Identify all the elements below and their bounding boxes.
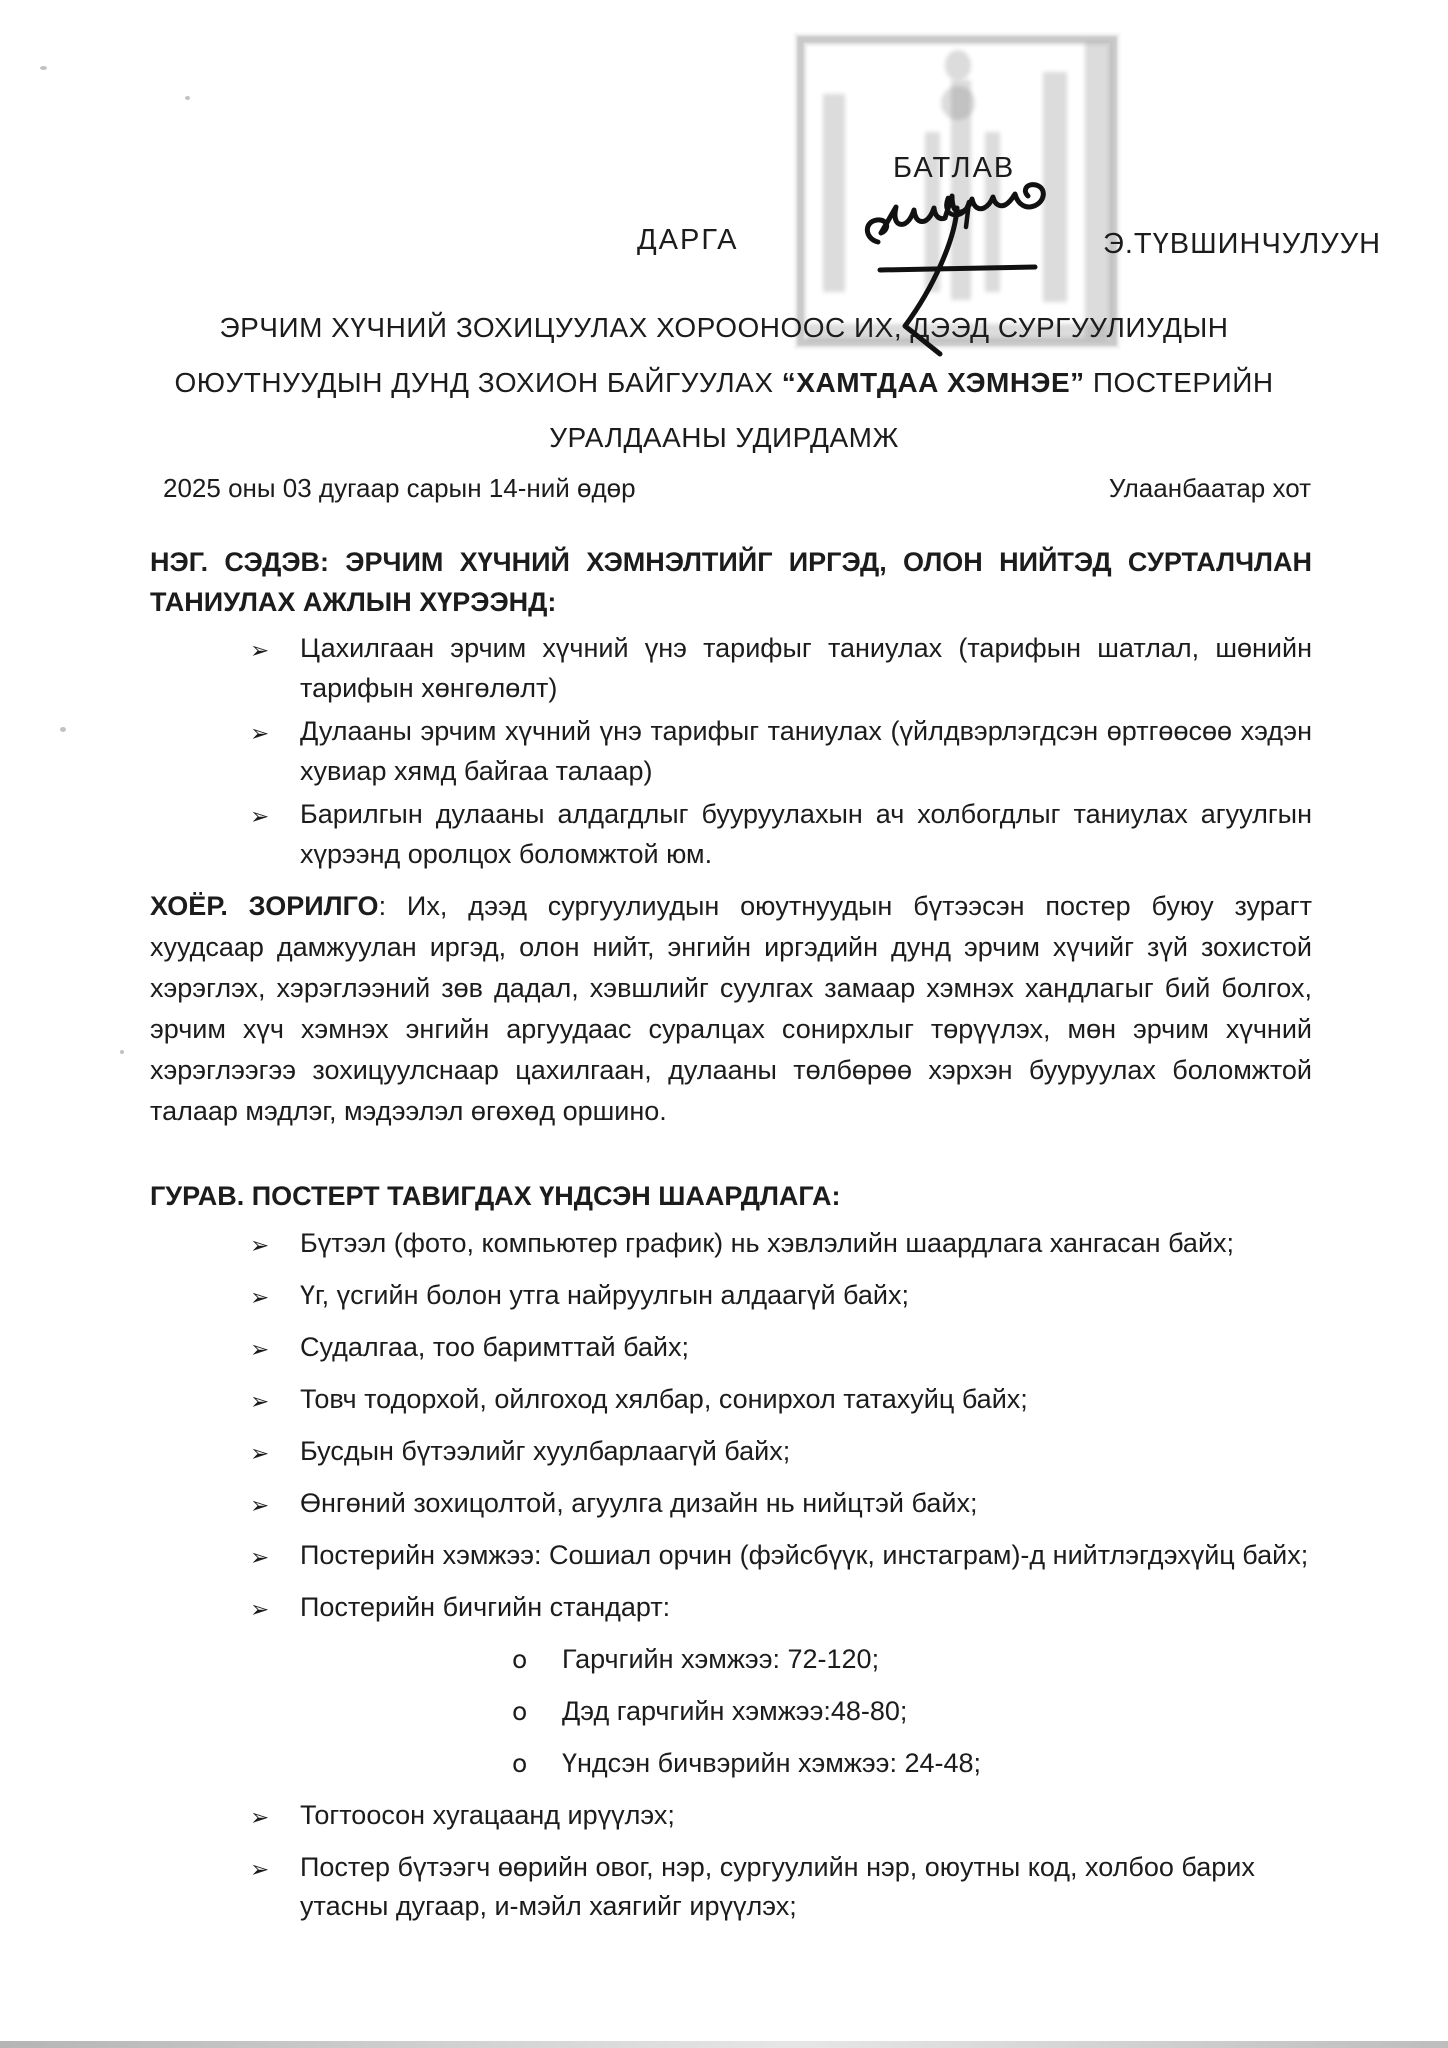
list-item-text: Бусдын бүтээлийг хуулбарлаагүй байх; <box>300 1436 791 1466</box>
document-title <box>120 300 1328 465</box>
arrow-bullet-icon: ➢ <box>250 638 270 664</box>
approve-label: БАТЛАВ <box>893 152 1016 184</box>
director-label: ДАРГА <box>637 224 739 256</box>
arrow-bullet-icon: ➢ <box>250 1545 270 1571</box>
list-item <box>150 711 1312 791</box>
circle-bullet-icon: o <box>512 1749 528 1778</box>
sub-list-item <box>300 1744 1312 1783</box>
list-item <box>150 1276 1312 1315</box>
title-line2 <box>174 367 1273 398</box>
sub-list-item-text: Үндсэн бичвэрийн хэмжээ: 24-48; <box>562 1748 982 1778</box>
document-date: 2025 оны 03 дугаар сарын 14-ний өдөр <box>163 473 636 503</box>
section-one <box>150 542 1312 877</box>
director-name: Э.ТҮВШИНЧУЛУУН <box>1103 228 1382 260</box>
section-three-heading: ГУРАВ. ПОСТЕРТ ТАВИГДАХ ҮНДСЭН ШААРДЛАГА: <box>150 1181 841 1211</box>
section-two <box>150 886 1312 1132</box>
list-item <box>150 1536 1312 1575</box>
section-two-body: : Их, дээд сургуулиудын оюутнуудын бүтээсэн постер буюу зурагт хуудсаар дамжуулан иргэд, олон нийт, энгийн иргэдийн дунд эрчим хүчийг зүй зохистой хэрэглэх, хэрэглээний зөв дадал, хэвшлийг суулгах замаар хэмнэх хандлагыг бий болгох, эрчим хүч хэмнэх энгийн аргуудаас суралцах сонирхлыг төрүүлэх, мөн эрчим хүчний хэрэглээгээ зохицуулснаар цахилгаан, дулааны төлбөрөө хэрхэн бууруулах боломжтой талаар мэдлэг, мэдээлэл өгөхөд оршино. <box>150 891 1312 1126</box>
scan-speck <box>60 727 66 732</box>
list-item-text: Судалгаа, тоо баримттай байх; <box>300 1332 690 1362</box>
section-three-bullets <box>150 1224 1312 1926</box>
signature <box>845 178 1060 373</box>
sub-list-item-text: Гарчгийн хэмжээ: 72-120; <box>562 1644 880 1674</box>
list-item-text: Товч тодорхой, ойлгоход хялбар, сонирхол татахуйц байх; <box>300 1384 1028 1414</box>
list-item-text: Өнгөний зохицолтой, агуулга дизайн нь нийцтэй байх; <box>300 1488 978 1518</box>
title-line1: ЭРЧИМ ХҮЧНИЙ ЗОХИЦУУЛАХ ХОРООНООС ИХ, ДЭЭД СУРГУУЛИУДЫН <box>219 312 1229 343</box>
list-item-text: Барилгын дулааны алдагдлыг бууруулахын ач холбогдлыг таниулах агуулгын хүрээнд оролцох боломжтой юм. <box>300 799 1312 869</box>
list-item <box>150 1380 1312 1419</box>
list-item-text: Постерийн хэмжээ: Сошиал орчин (фэйсбүүк, инстаграм)-д нийтлэгдэхүйц байх; <box>300 1540 1309 1570</box>
list-item-text: Цахилгаан эрчим хүчний үнэ тарифыг таниулах (тарифын шатлал, шөнийн тарифын хөнгөлөлт) <box>300 633 1312 703</box>
scan-speck <box>185 96 190 100</box>
list-item <box>150 794 1312 874</box>
scan-speck <box>40 66 47 70</box>
poster-text-standard-sublist <box>300 1640 1312 1783</box>
list-item <box>150 1484 1312 1523</box>
list-item <box>150 1432 1312 1471</box>
title-line2-pre: ОЮУТНУУДЫН ДУНД ЗОХИОН БАЙГУУЛАХ <box>174 367 782 398</box>
arrow-bullet-icon: ➢ <box>250 1337 270 1363</box>
section-two-heading: ХОЁР. ЗОРИЛГО <box>150 891 379 921</box>
sub-list-item <box>300 1692 1312 1731</box>
arrow-bullet-icon: ➢ <box>250 1493 270 1519</box>
title-line2-bold: “ХАМТДАА ХЭМНЭЕ” <box>781 367 1085 398</box>
arrow-bullet-icon: ➢ <box>250 1597 270 1623</box>
section-one-heading: НЭГ. СЭДЭВ: ЭРЧИМ ХҮЧНИЙ ХЭМНЭЛТИЙГ ИРГЭД, ОЛОН НИЙТЭД СУРТАЛЧЛАН ТАНИУЛАХ АЖЛЫН ХҮРЭЭНД: <box>150 547 1312 617</box>
list-item <box>150 628 1312 708</box>
arrow-bullet-icon: ➢ <box>250 721 270 747</box>
scan-speck <box>120 1050 124 1054</box>
arrow-bullet-icon: ➢ <box>250 1805 270 1831</box>
list-item <box>150 1848 1312 1926</box>
list-item-text: Тогтоосон хугацаанд ирүүлэх; <box>300 1800 675 1830</box>
list-item-text: Дулааны эрчим хүчний үнэ тарифыг таниулах (үйлдвэрлэгдсэн өртгөөсөө хэдэн хувиар хямд байгаа талаар) <box>300 716 1312 786</box>
sub-list-item-text: Дэд гарчгийн хэмжээ:48-80; <box>562 1696 908 1726</box>
stamp-soyombo-flame <box>945 50 971 80</box>
title-line3: УРАЛДААНЫ УДИРДАМЖ <box>549 422 899 453</box>
list-item <box>150 1224 1312 1263</box>
arrow-bullet-icon: ➢ <box>250 1285 270 1311</box>
list-item <box>150 1588 1312 1783</box>
circle-bullet-icon: o <box>512 1697 528 1726</box>
list-item-text: Постерийн бичгийн стандарт: <box>300 1592 671 1622</box>
arrow-bullet-icon: ➢ <box>250 804 270 830</box>
document-city: Улаанбаатар хот <box>1108 473 1311 503</box>
list-item-text: Бүтээл (фото, компьютер график) нь хэвлэлийн шаардлага хангасан байх; <box>300 1228 1235 1258</box>
arrow-bullet-icon: ➢ <box>250 1389 270 1415</box>
dateline <box>163 473 1311 504</box>
stamp-texture <box>1085 42 1111 338</box>
section-three <box>150 1176 1312 1939</box>
circle-bullet-icon: o <box>512 1645 528 1674</box>
section-one-bullets <box>150 628 1312 874</box>
list-item <box>150 1328 1312 1367</box>
scan-edge-artifact <box>0 2041 1448 2048</box>
list-item-text: Үг, үсгийн болон утга найруулгын алдаагүй байх; <box>300 1280 909 1310</box>
arrow-bullet-icon: ➢ <box>250 1857 270 1883</box>
arrow-bullet-icon: ➢ <box>250 1441 270 1467</box>
stamp-texture <box>823 94 845 292</box>
arrow-bullet-icon: ➢ <box>250 1233 270 1259</box>
list-item-text: Постер бүтээгч өөрийн овог, нэр, сургуулийн нэр, оюутны код, холбоо барих утасны дугаар, и-мэйл хаягийг ирүүлэх; <box>300 1852 1255 1921</box>
title-line2-post: ПОСТЕРИЙН <box>1084 367 1274 398</box>
sub-list-item <box>300 1640 1312 1679</box>
list-item <box>150 1796 1312 1835</box>
